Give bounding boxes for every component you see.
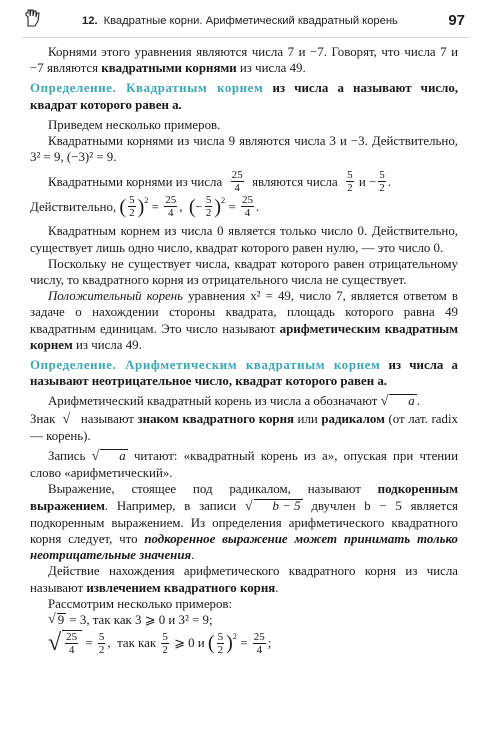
definition-square-root: Определение. Квадратным корнем из числа a называют число, квадрат которого равен a. [30, 81, 458, 112]
example-sqrt-9: √ 9 = 3, так как 3 ⩾ 0 и 3² = 9; [48, 612, 213, 628]
paragraph-consider-examples: Рассмотрим несколько примеров: [48, 596, 233, 611]
definition-arithmetic-root: Определение. Арифметическим квадратным корнем из числа a называют неотрицательное число, квадрат которого равен a. [30, 358, 458, 389]
hand-pointer-icon [22, 8, 42, 28]
page-body [30, 44, 458, 656]
paragraph-roots-of-fraction: Квадратными корнями из числа $\frac{25}{4}$ являются числа $\frac{5}{2}$ и − $\frac{5}{2}$ . [48, 169, 392, 195]
paragraph-extraction: Действие нахождения арифметического квадратного корня из числа называют извлечением квадратного корня. [30, 564, 458, 595]
page-header [0, 0, 491, 40]
running-head [82, 15, 398, 27]
header-rule [22, 37, 469, 38]
page-number: 97 [448, 12, 465, 29]
paragraph-reading: Запись √ a читают: «квадратный корень из a», опуская при чтении слово «арифметический». [30, 449, 458, 481]
paragraph-negative: Поскольку не существует числа, квадрат которого равен отрицательному числу, то квадратного корня из отрицательного числа не существует. [30, 256, 458, 288]
example-sqrt-fraction: √ $\frac{25}{4}$ = $\frac{5}{2}$ , так как $\frac{5}{2}$ ⩾ 0 и ( $\frac{5}{2}$ ) 2 = $\frac{25}{4}$ ; [48, 630, 272, 657]
paragraph-roots: Корнями этого уравнения являются числа 7 и −7. Говорят, что числа 7 и −7 являются квадратными корнями из числа 49. [30, 45, 458, 76]
paragraph-roots-of-9: Квадратными корнями из числа 9 являются числа 3 и −3. Действительно, 3² = 9, (−3)² = 9. [30, 134, 458, 165]
paragraph-radicand: Выражение, стоящее под радикалом, называют подкоренным выражением. Например, в записи √ b − 5 двучлен b − 5 является подкоренным выражением. Из определения арифметического квадратного корня следует, что подкоренное выражение может принимать только неотрицательные значения. [30, 482, 458, 563]
paragraph-radical-sign: Знак √ называют знаком квадратного корня или радикалом (от лат. radix — корень). [30, 411, 458, 443]
paragraph-positive-root: Положительный корень уравнения x² = 49, число 7, является ответом в задаче о нахождении стороны квадрата, площадь которого равна 49 квадратным единицам. Это число называют арифметическим квадратным корнем из числа 49. [30, 289, 458, 352]
fraction: $\frac{25}{4}$ [231, 169, 243, 195]
paragraph-notation: Арифметический квадратный корень из числа a обозначают √ a . [48, 394, 420, 410]
paragraph-examples-intro: Приведем несколько примеров. [48, 117, 221, 132]
section-number: 12. [82, 15, 98, 27]
fraction: $\frac{5}{2}$ [347, 169, 353, 195]
verification-line: Действительно, ( $\frac{5}{2}$ ) 2 = $\frac{25}{4}$ , ( − $\frac{5}{2}$ ) 2 = $\frac{25}{4}$ . [30, 194, 260, 220]
paragraph-root-of-zero: Квадратным корнем из числа 0 является только число 0. Действительно, существует лишь одно число, квадрат которого равен нулю, — это число 0. [30, 224, 458, 255]
fraction: $\frac{5}{2}$ [379, 169, 385, 195]
section-title: Квадратные корни. Арифметический квадратный корень [103, 15, 398, 27]
